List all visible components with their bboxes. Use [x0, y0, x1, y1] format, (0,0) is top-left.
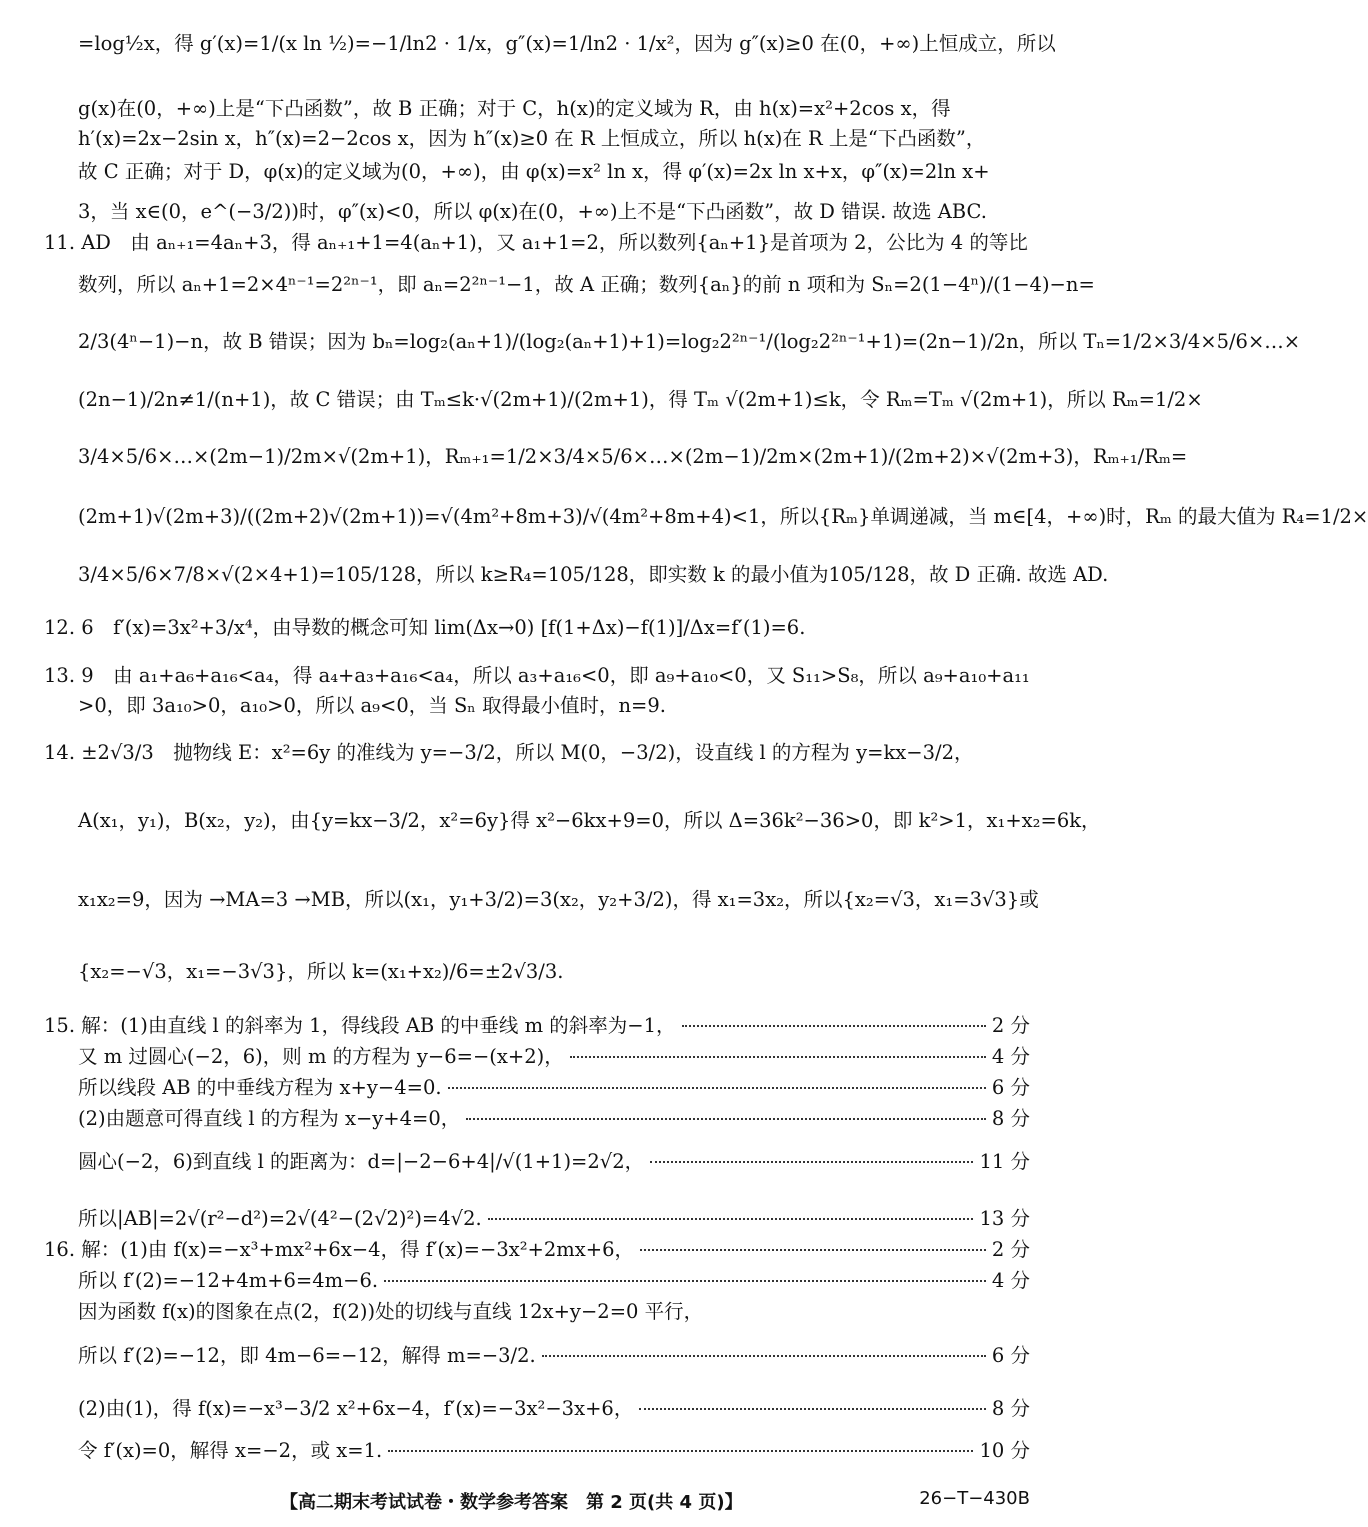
leader-dots — [488, 1218, 974, 1220]
score-label: 10 分 — [979, 1439, 1030, 1462]
text-line: (2n−1)/2n≠1/(n+1)，故 C 错误；由 Tₘ≤k·√(2m+1)/(2m+1)，得 Tₘ √(2m+1)≤k，令 Rₘ=Tₘ √(2m+1)，所以 Rₘ=1/2× — [78, 388, 1203, 411]
solution-text: 所以 f′(2)=−12+4m+6=4m−6. — [78, 1269, 379, 1292]
solution-line — [78, 1342, 1030, 1370]
score-label: 6 分 — [991, 1344, 1030, 1367]
answer-12: 12. 6 f′(x)=3x²+3/x⁴，由导数的概念可知 lim(Δx→0) [f(1+Δx)−f(1)]/Δx=f′(1)=6. — [44, 616, 806, 639]
solution-line — [44, 1236, 1030, 1264]
text-line: =log½x，得 g′(x)=1/(x ln ½)=−1/ln2 · 1/x，g″(x)=1/ln2 · 1/x²，因为 g″(x)≥0 在(0，+∞)上恒成立，所以 — [78, 32, 1056, 55]
solution-text: 所以 f′(2)=−12，即 4m−6=−12，解得 m=−3/2. — [78, 1344, 536, 1367]
text-line: 3，当 x∈(0，e^(−3/2))时，φ″(x)<0，所以 φ(x)在(0，+∞)上不是“下凸函数”，故 D 错误. 故选 ABC. — [78, 200, 987, 223]
leader-dots — [542, 1355, 986, 1357]
solution-line — [78, 1043, 1030, 1071]
leader-dots — [388, 1450, 973, 1452]
text-line: g(x)在(0，+∞)上是“下凸函数”，故 B 正确；对于 C，h(x)的定义域为 R，由 h(x)=x²+2cos x，得 — [78, 97, 951, 120]
text-line: 2/3(4ⁿ−1)−n，故 B 错误；因为 bₙ=log₂(aₙ+1)/(log₂(aₙ+1)+1)=log₂2²ⁿ⁻¹/(log₂2²ⁿ⁻¹+1)=(2n−1)/2n，所以 Tₙ=1/2×3/4×5/6×…× — [78, 330, 1301, 353]
score-label: 2 分 — [991, 1238, 1030, 1261]
solution-text: (2)由题意可得直线 l 的方程为 x−y+4=0， — [78, 1107, 461, 1130]
score-label: 11 分 — [979, 1150, 1030, 1173]
score-label: 6 分 — [991, 1076, 1030, 1099]
solution-line — [78, 1395, 1030, 1423]
leader-dots — [650, 1161, 973, 1163]
text-line: 3/4×5/6×…×(2m−1)/2m×√(2m+1)，Rₘ₊₁=1/2×3/4×5/6×…×(2m−1)/2m×(2m+1)/(2m+2)×√(2m+3)，Rₘ₊₁/Rₘ= — [78, 445, 1188, 468]
solution-text: (2)由(1)，得 f(x)=−x³−3/2 x²+6x−4，f′(x)=−3x²−3x+6， — [78, 1397, 634, 1420]
solution-line — [78, 1105, 1030, 1133]
leader-dots — [639, 1408, 986, 1410]
solution-text: 16. 解：(1)由 f(x)=−x³+mx²+6x−4，得 f′(x)=−3x²+2mx+6， — [44, 1238, 635, 1261]
footer-code: 26−T−430B — [919, 1488, 1030, 1509]
solution-text: 15. 解：(1)由直线 l 的斜率为 1，得线段 AB 的中垂线 m 的斜率为−1， — [44, 1014, 676, 1037]
leader-dots — [466, 1118, 986, 1120]
solution-text: 圆心(−2，6)到直线 l 的距离为：d=|−2−6+4|/√(1+1)=2√2， — [78, 1150, 645, 1173]
score-label: 8 分 — [991, 1107, 1030, 1130]
solution-line — [78, 1148, 1030, 1176]
solution-text: 所以线段 AB 的中垂线方程为 x+y−4=0. — [78, 1076, 442, 1099]
text-line: A(x₁，y₁)，B(x₂，y₂)，由{y=kx−3/2，x²=6y}得 x²−6kx+9=0，所以 Δ=36k²−36>0，即 k²>1，x₁+x₂=6k， — [78, 809, 1101, 832]
text-line: 故 C 正确；对于 D，φ(x)的定义域为(0，+∞)，由 φ(x)=x² ln x，得 φ′(x)=2x ln x+x，φ″(x)=2ln x+ — [78, 160, 990, 183]
text-line: (2m+1)√(2m+3)/((2m+2)√(2m+1))=√(4m²+8m+3)/√(4m²+8m+4)<1，所以{Rₘ}单调递减，当 m∈[4，+∞)时，Rₘ 的最大值为 R₄=1/2× — [78, 505, 1368, 528]
solution-text: 又 m 过圆心(−2，6)，则 m 的方程为 y−6=−(x+2)， — [78, 1045, 564, 1068]
text-line: h′(x)=2x−2sin x，h″(x)=2−2cos x，因为 h″(x)≥0 在 R 上恒成立，所以 h(x)在 R 上是“下凸函数”， — [78, 127, 986, 150]
score-label: 13 分 — [979, 1207, 1030, 1230]
leader-dots — [384, 1280, 986, 1282]
text-line: {x₂=−√3，x₁=−3√3}，所以 k=(x₁+x₂)/6=±2√3/3. — [78, 960, 564, 983]
answer-11: 11. AD 由 aₙ₊₁=4aₙ+3，得 aₙ₊₁+1=4(aₙ+1)，又 a₁+1=2，所以数列{aₙ+1}是首项为 2，公比为 4 的等比 — [44, 231, 1028, 254]
solution-text: 所以|AB|=2√(r²−d²)=2√(4²−(2√2)²)=4√2. — [78, 1207, 482, 1230]
leader-dots — [570, 1056, 986, 1058]
solution-line: 因为函数 f(x)的图象在点(2，f(2))处的切线与直线 12x+y−2=0 平行， — [78, 1300, 704, 1323]
page-footer — [0, 1488, 1080, 1518]
footer-title: 【高二期末考试试卷・数学参考答案 第 2 页(共 4 页)】 — [280, 1492, 743, 1513]
solution-line — [78, 1437, 1030, 1465]
text-line: >0，即 3a₁₀>0，a₁₀>0，所以 a₉<0，当 Sₙ 取得最小值时，n=9. — [78, 694, 666, 717]
text-line: x₁x₂=9，因为 →MA=3 →MB，所以(x₁，y₁+3/2)=3(x₂，y₂+3/2)，得 x₁=3x₂，所以{x₂=√3，x₁=3√3}或 — [78, 888, 1039, 911]
leader-dots — [640, 1249, 986, 1251]
score-label: 4 分 — [991, 1269, 1030, 1292]
answer-14: 14. ±2√3/3 抛物线 E：x²=6y 的准线为 y=−3/2，所以 M(0，−3/2)，设直线 l 的方程为 y=kx−3/2， — [44, 741, 974, 764]
solution-line — [78, 1074, 1030, 1102]
answer-13: 13. 9 由 a₁+a₆+a₁₆<a₄，得 a₄+a₃+a₁₆<a₄，所以 a₃+a₁₆<0，即 a₉+a₁₀<0，又 S₁₁>S₈，所以 a₉+a₁₀+a₁₁ — [44, 664, 1030, 687]
leader-dots — [682, 1025, 986, 1027]
text-line: 数列，所以 aₙ+1=2×4ⁿ⁻¹=2²ⁿ⁻¹，即 aₙ=2²ⁿ⁻¹−1，故 A 正确；数列{aₙ}的前 n 项和为 Sₙ=2(1−4ⁿ)/(1−4)−n= — [78, 273, 1095, 296]
solution-line — [44, 1012, 1030, 1040]
solution-line — [78, 1267, 1030, 1295]
score-label: 4 分 — [991, 1045, 1030, 1068]
score-label: 8 分 — [991, 1397, 1030, 1420]
solution-text: 令 f′(x)=0，解得 x=−2，或 x=1. — [78, 1439, 383, 1462]
score-label: 2 分 — [991, 1014, 1030, 1037]
text-line: 3/4×5/6×7/8×√(2×4+1)=105/128，所以 k≥R₄=105/128，即实数 k 的最小值为105/128，故 D 正确. 故选 AD. — [78, 563, 1109, 586]
solution-line — [78, 1205, 1030, 1233]
leader-dots — [448, 1087, 986, 1089]
